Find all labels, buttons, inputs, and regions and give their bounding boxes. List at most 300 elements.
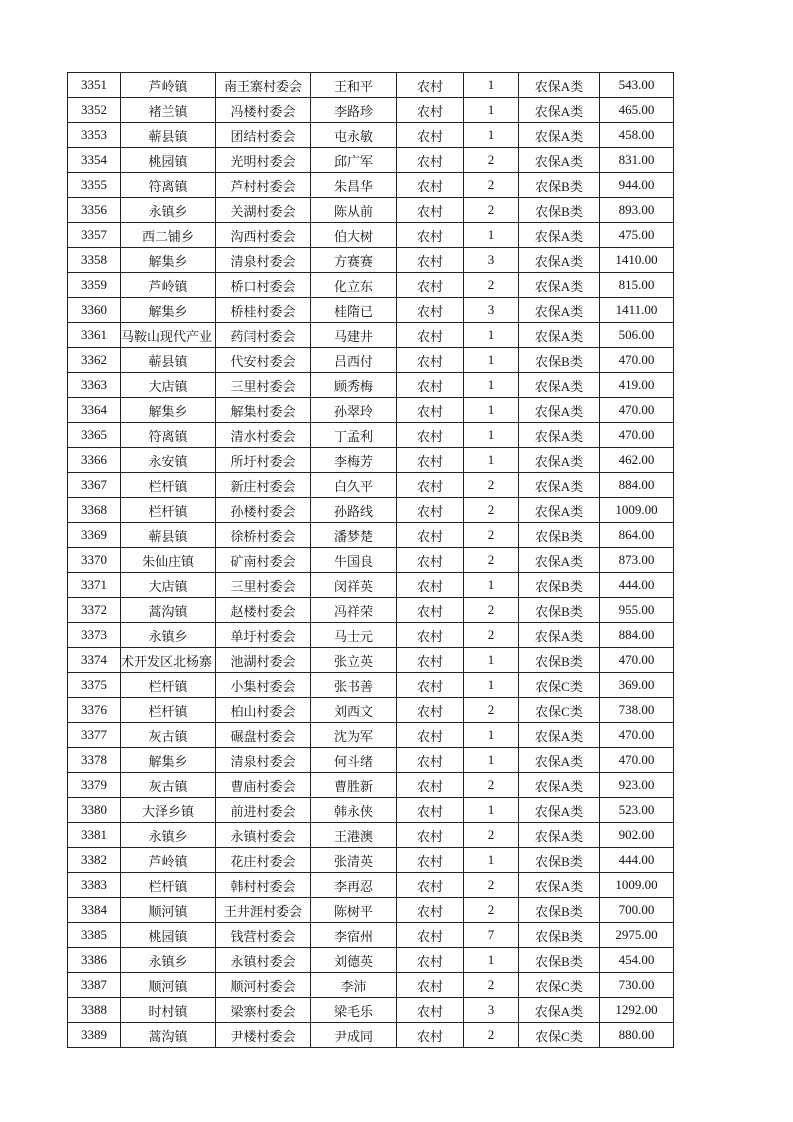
household-type-cell: 农村	[397, 673, 464, 698]
town-cell: 符离镇	[121, 423, 216, 448]
table-row	[68, 723, 674, 748]
town-cell: 芦岭镇	[121, 848, 216, 873]
person-name-cell: 屯永敏	[311, 123, 397, 148]
household-count-cell: 1	[464, 748, 519, 773]
amount-cell: 873.00	[600, 548, 674, 573]
insurance-category-cell: 农保A类	[519, 748, 600, 773]
village-committee-cell: 前进村委会	[216, 798, 311, 823]
person-name-cell: 沈为军	[311, 723, 397, 748]
person-name-cell: 吕西付	[311, 348, 397, 373]
table-row	[68, 973, 674, 998]
village-committee-cell: 永镇村委会	[216, 823, 311, 848]
household-count-cell: 2	[464, 473, 519, 498]
household-count-cell: 1	[464, 73, 519, 98]
village-committee-cell: 清泉村委会	[216, 248, 311, 273]
insurance-category-cell: 农保A类	[519, 548, 600, 573]
village-committee-cell: 矿南村委会	[216, 548, 311, 573]
town-cell: 西二铺乡	[121, 223, 216, 248]
table-row	[68, 523, 674, 548]
row-number-cell: 3376	[68, 698, 121, 723]
person-name-cell: 李梅芳	[311, 448, 397, 473]
town-cell: 灰古镇	[121, 773, 216, 798]
village-committee-cell: 药闫村委会	[216, 323, 311, 348]
household-type-cell: 农村	[397, 298, 464, 323]
table-row	[68, 348, 674, 373]
amount-cell: 454.00	[600, 948, 674, 973]
row-number-cell: 3379	[68, 773, 121, 798]
table-row	[68, 698, 674, 723]
row-number-cell: 3370	[68, 548, 121, 573]
person-name-cell: 冯祥荣	[311, 598, 397, 623]
row-number-cell: 3384	[68, 898, 121, 923]
person-name-cell: 张清英	[311, 848, 397, 873]
village-committee-cell: 曹庙村委会	[216, 773, 311, 798]
household-count-cell: 2	[464, 873, 519, 898]
household-type-cell: 农村	[397, 98, 464, 123]
village-committee-cell: 清水村委会	[216, 423, 311, 448]
insurance-category-cell: 农保B类	[519, 948, 600, 973]
household-count-cell: 2	[464, 698, 519, 723]
amount-cell: 465.00	[600, 98, 674, 123]
household-count-cell: 3	[464, 248, 519, 273]
household-count-cell: 1	[464, 723, 519, 748]
amount-cell: 543.00	[600, 73, 674, 98]
town-cell: 芦岭镇	[121, 273, 216, 298]
table-row	[68, 98, 674, 123]
household-count-cell: 2	[464, 198, 519, 223]
household-type-cell: 农村	[397, 823, 464, 848]
town-cell: 栏杆镇	[121, 873, 216, 898]
household-type-cell: 农村	[397, 148, 464, 173]
household-type-cell: 农村	[397, 623, 464, 648]
household-count-cell: 3	[464, 998, 519, 1023]
insurance-category-cell: 农保A类	[519, 398, 600, 423]
town-cell: 蒿沟镇	[121, 598, 216, 623]
insurance-category-cell: 农保A类	[519, 123, 600, 148]
household-count-cell: 1	[464, 98, 519, 123]
person-name-cell: 丁孟利	[311, 423, 397, 448]
row-number-cell: 3377	[68, 723, 121, 748]
table-row	[68, 648, 674, 673]
household-type-cell: 农村	[397, 798, 464, 823]
amount-cell: 470.00	[600, 398, 674, 423]
village-committee-cell: 光明村委会	[216, 148, 311, 173]
household-type-cell: 农村	[397, 223, 464, 248]
person-name-cell: 曹胜新	[311, 773, 397, 798]
household-count-cell: 1	[464, 123, 519, 148]
insurance-category-cell: 农保A类	[519, 623, 600, 648]
amount-cell: 470.00	[600, 423, 674, 448]
row-number-cell: 3365	[68, 423, 121, 448]
table-row	[68, 873, 674, 898]
insurance-category-cell: 农保A类	[519, 323, 600, 348]
town-cell: 解集乡	[121, 298, 216, 323]
table-row	[68, 248, 674, 273]
table-row	[68, 498, 674, 523]
insurance-category-cell: 农保B类	[519, 173, 600, 198]
table-row	[68, 123, 674, 148]
person-name-cell: 王港澳	[311, 823, 397, 848]
household-count-cell: 1	[464, 448, 519, 473]
table-row	[68, 998, 674, 1023]
village-committee-cell: 梁寨村委会	[216, 998, 311, 1023]
village-committee-cell: 王井涯村委会	[216, 898, 311, 923]
household-count-cell: 2	[464, 623, 519, 648]
table-row	[68, 1023, 674, 1048]
village-committee-cell: 三里村委会	[216, 573, 311, 598]
table-row	[68, 298, 674, 323]
amount-cell: 700.00	[600, 898, 674, 923]
amount-cell: 1009.00	[600, 873, 674, 898]
insurance-category-cell: 农保B类	[519, 898, 600, 923]
town-cell: 解集乡	[121, 398, 216, 423]
person-name-cell: 刘德英	[311, 948, 397, 973]
household-type-cell: 农村	[397, 273, 464, 298]
person-name-cell: 方赛赛	[311, 248, 397, 273]
person-name-cell: 孙翠玲	[311, 398, 397, 423]
person-name-cell: 朱昌华	[311, 173, 397, 198]
row-number-cell: 3362	[68, 348, 121, 373]
amount-cell: 1292.00	[600, 998, 674, 1023]
amount-cell: 815.00	[600, 273, 674, 298]
amount-cell: 884.00	[600, 623, 674, 648]
household-count-cell: 1	[464, 648, 519, 673]
village-committee-cell: 所圩村委会	[216, 448, 311, 473]
person-name-cell: 伯大树	[311, 223, 397, 248]
town-cell: 桃园镇	[121, 923, 216, 948]
household-count-cell: 2	[464, 973, 519, 998]
amount-cell: 462.00	[600, 448, 674, 473]
household-type-cell: 农村	[397, 498, 464, 523]
insurance-category-cell: 农保B类	[519, 198, 600, 223]
town-cell: 桃园镇	[121, 148, 216, 173]
amount-cell: 864.00	[600, 523, 674, 548]
person-name-cell: 白久平	[311, 473, 397, 498]
insurance-category-cell: 农保A类	[519, 998, 600, 1023]
row-number-cell: 3357	[68, 223, 121, 248]
table-row	[68, 548, 674, 573]
village-committee-cell: 南王寨村委会	[216, 73, 311, 98]
village-committee-cell: 代安村委会	[216, 348, 311, 373]
amount-cell: 955.00	[600, 598, 674, 623]
household-type-cell: 农村	[397, 473, 464, 498]
person-name-cell: 梁毛乐	[311, 998, 397, 1023]
village-committee-cell: 钱营村委会	[216, 923, 311, 948]
row-number-cell: 3381	[68, 823, 121, 848]
person-name-cell: 李路珍	[311, 98, 397, 123]
village-committee-cell: 清泉村委会	[216, 748, 311, 773]
row-number-cell: 3358	[68, 248, 121, 273]
row-number-cell: 3369	[68, 523, 121, 548]
person-name-cell: 马建井	[311, 323, 397, 348]
table-row	[68, 73, 674, 98]
amount-cell: 1411.00	[600, 298, 674, 323]
row-number-cell: 3352	[68, 98, 121, 123]
row-number-cell: 3360	[68, 298, 121, 323]
village-committee-cell: 池湖村委会	[216, 648, 311, 673]
insurance-category-cell: 农保A类	[519, 448, 600, 473]
household-count-cell: 2	[464, 498, 519, 523]
row-number-cell: 3380	[68, 798, 121, 823]
household-count-cell: 1	[464, 798, 519, 823]
row-number-cell: 3374	[68, 648, 121, 673]
village-committee-cell: 永镇村委会	[216, 948, 311, 973]
row-number-cell: 3387	[68, 973, 121, 998]
person-name-cell: 马士元	[311, 623, 397, 648]
table-row	[68, 748, 674, 773]
row-number-cell: 3356	[68, 198, 121, 223]
person-name-cell: 陈从前	[311, 198, 397, 223]
insurance-category-cell: 农保B类	[519, 648, 600, 673]
insurance-category-cell: 农保A类	[519, 298, 600, 323]
insurance-category-cell: 农保A类	[519, 273, 600, 298]
person-name-cell: 潘梦楚	[311, 523, 397, 548]
table-row	[68, 773, 674, 798]
insurance-category-cell: 农保A类	[519, 473, 600, 498]
amount-cell: 369.00	[600, 673, 674, 698]
village-committee-cell: 韩村村委会	[216, 873, 311, 898]
insurance-category-cell: 农保C类	[519, 673, 600, 698]
person-name-cell: 牛国良	[311, 548, 397, 573]
household-type-cell: 农村	[397, 973, 464, 998]
insurance-category-cell: 农保A类	[519, 98, 600, 123]
household-count-cell: 1	[464, 848, 519, 873]
town-cell: 解集乡	[121, 248, 216, 273]
table-row	[68, 948, 674, 973]
row-number-cell: 3351	[68, 73, 121, 98]
person-name-cell: 陈树平	[311, 898, 397, 923]
person-name-cell: 张立英	[311, 648, 397, 673]
town-cell: 褚兰镇	[121, 98, 216, 123]
table-row	[68, 223, 674, 248]
amount-cell: 470.00	[600, 723, 674, 748]
village-committee-cell: 解集村委会	[216, 398, 311, 423]
insurance-category-cell: 农保A类	[519, 873, 600, 898]
town-cell: 蒿沟镇	[121, 1023, 216, 1048]
table-row	[68, 823, 674, 848]
table-row	[68, 273, 674, 298]
household-type-cell: 农村	[397, 873, 464, 898]
household-count-cell: 2	[464, 148, 519, 173]
town-cell: 栏杆镇	[121, 473, 216, 498]
amount-cell: 444.00	[600, 848, 674, 873]
table-row	[68, 423, 674, 448]
household-type-cell: 农村	[397, 398, 464, 423]
subsidy-table	[67, 72, 674, 1048]
row-number-cell: 3355	[68, 173, 121, 198]
town-cell: 大泽乡镇	[121, 798, 216, 823]
village-committee-cell: 小集村委会	[216, 673, 311, 698]
row-number-cell: 3386	[68, 948, 121, 973]
town-cell: 永安镇	[121, 448, 216, 473]
insurance-category-cell: 农保B类	[519, 923, 600, 948]
insurance-category-cell: 农保C类	[519, 1023, 600, 1048]
row-number-cell: 3367	[68, 473, 121, 498]
row-number-cell: 3371	[68, 573, 121, 598]
amount-cell: 444.00	[600, 573, 674, 598]
person-name-cell: 韩永侠	[311, 798, 397, 823]
insurance-category-cell: 农保A类	[519, 248, 600, 273]
row-number-cell: 3373	[68, 623, 121, 648]
table-row	[68, 848, 674, 873]
insurance-category-cell: 农保A类	[519, 798, 600, 823]
amount-cell: 880.00	[600, 1023, 674, 1048]
amount-cell: 944.00	[600, 173, 674, 198]
person-name-cell: 顾秀梅	[311, 373, 397, 398]
row-number-cell: 3359	[68, 273, 121, 298]
village-committee-cell: 顺河村委会	[216, 973, 311, 998]
town-cell: 蕲县镇	[121, 348, 216, 373]
town-cell: 大店镇	[121, 373, 216, 398]
table-row	[68, 798, 674, 823]
person-name-cell: 李沛	[311, 973, 397, 998]
village-committee-cell: 桥口村委会	[216, 273, 311, 298]
person-name-cell: 李宿州	[311, 923, 397, 948]
household-count-cell: 1	[464, 398, 519, 423]
town-cell: 术开发区北杨寨	[121, 648, 216, 673]
household-type-cell: 农村	[397, 123, 464, 148]
amount-cell: 902.00	[600, 823, 674, 848]
amount-cell: 831.00	[600, 148, 674, 173]
amount-cell: 730.00	[600, 973, 674, 998]
table-row	[68, 923, 674, 948]
amount-cell: 470.00	[600, 748, 674, 773]
row-number-cell: 3378	[68, 748, 121, 773]
table-row	[68, 573, 674, 598]
row-number-cell: 3366	[68, 448, 121, 473]
household-type-cell: 农村	[397, 198, 464, 223]
table-row	[68, 673, 674, 698]
household-count-cell: 2	[464, 598, 519, 623]
insurance-category-cell: 农保C类	[519, 698, 600, 723]
insurance-category-cell: 农保A类	[519, 723, 600, 748]
village-committee-cell: 新庄村委会	[216, 473, 311, 498]
village-committee-cell: 三里村委会	[216, 373, 311, 398]
amount-cell: 923.00	[600, 773, 674, 798]
household-count-cell: 1	[464, 948, 519, 973]
insurance-category-cell: 农保B类	[519, 598, 600, 623]
household-type-cell: 农村	[397, 648, 464, 673]
village-committee-cell: 关湖村委会	[216, 198, 311, 223]
town-cell: 顺河镇	[121, 898, 216, 923]
town-cell: 符离镇	[121, 173, 216, 198]
household-type-cell: 农村	[397, 998, 464, 1023]
household-count-cell: 2	[464, 1023, 519, 1048]
insurance-category-cell: 农保A类	[519, 223, 600, 248]
row-number-cell: 3375	[68, 673, 121, 698]
town-cell: 栏杆镇	[121, 698, 216, 723]
town-cell: 芦岭镇	[121, 73, 216, 98]
row-number-cell: 3382	[68, 848, 121, 873]
amount-cell: 893.00	[600, 198, 674, 223]
person-name-cell: 刘西文	[311, 698, 397, 723]
town-cell: 永镇乡	[121, 823, 216, 848]
table-row	[68, 148, 674, 173]
person-name-cell: 邱广军	[311, 148, 397, 173]
person-name-cell: 何斗绪	[311, 748, 397, 773]
village-committee-cell: 团结村委会	[216, 123, 311, 148]
amount-cell: 884.00	[600, 473, 674, 498]
row-number-cell: 3388	[68, 998, 121, 1023]
village-committee-cell: 单圩村委会	[216, 623, 311, 648]
amount-cell: 523.00	[600, 798, 674, 823]
village-committee-cell: 沟西村委会	[216, 223, 311, 248]
household-type-cell: 农村	[397, 423, 464, 448]
household-type-cell: 农村	[397, 723, 464, 748]
insurance-category-cell: 农保C类	[519, 973, 600, 998]
household-type-cell: 农村	[397, 698, 464, 723]
village-committee-cell: 冯楼村委会	[216, 98, 311, 123]
town-cell: 永镇乡	[121, 198, 216, 223]
person-name-cell: 化立东	[311, 273, 397, 298]
village-committee-cell: 花庄村委会	[216, 848, 311, 873]
amount-cell: 2975.00	[600, 923, 674, 948]
insurance-category-cell: 农保A类	[519, 823, 600, 848]
row-number-cell: 3363	[68, 373, 121, 398]
row-number-cell: 3361	[68, 323, 121, 348]
town-cell: 时村镇	[121, 998, 216, 1023]
village-committee-cell: 徐桥村委会	[216, 523, 311, 548]
household-count-cell: 1	[464, 423, 519, 448]
table-row	[68, 473, 674, 498]
insurance-category-cell: 农保B类	[519, 848, 600, 873]
household-count-cell: 1	[464, 373, 519, 398]
household-count-cell: 2	[464, 273, 519, 298]
village-committee-cell: 尹楼村委会	[216, 1023, 311, 1048]
table-row	[68, 373, 674, 398]
town-cell: 解集乡	[121, 748, 216, 773]
table-row	[68, 198, 674, 223]
table-row	[68, 623, 674, 648]
household-type-cell: 农村	[397, 173, 464, 198]
household-count-cell: 2	[464, 823, 519, 848]
row-number-cell: 3368	[68, 498, 121, 523]
row-number-cell: 3353	[68, 123, 121, 148]
household-type-cell: 农村	[397, 448, 464, 473]
table-body	[68, 73, 674, 1048]
town-cell: 马鞍山现代产业	[121, 323, 216, 348]
town-cell: 顺河镇	[121, 973, 216, 998]
village-committee-cell: 桥桂村委会	[216, 298, 311, 323]
person-name-cell: 王和平	[311, 73, 397, 98]
household-count-cell: 2	[464, 898, 519, 923]
amount-cell: 470.00	[600, 348, 674, 373]
household-type-cell: 农村	[397, 898, 464, 923]
household-count-cell: 2	[464, 173, 519, 198]
row-number-cell: 3354	[68, 148, 121, 173]
household-type-cell: 农村	[397, 948, 464, 973]
insurance-category-cell: 农保A类	[519, 148, 600, 173]
amount-cell: 419.00	[600, 373, 674, 398]
person-name-cell: 李再忍	[311, 873, 397, 898]
insurance-category-cell: 农保A类	[519, 373, 600, 398]
household-count-cell: 3	[464, 298, 519, 323]
village-committee-cell: 芦村村委会	[216, 173, 311, 198]
household-type-cell: 农村	[397, 848, 464, 873]
town-cell: 栏杆镇	[121, 498, 216, 523]
household-count-cell: 1	[464, 673, 519, 698]
insurance-category-cell: 农保A类	[519, 773, 600, 798]
person-name-cell: 尹成同	[311, 1023, 397, 1048]
insurance-category-cell: 农保A类	[519, 73, 600, 98]
household-type-cell: 农村	[397, 373, 464, 398]
table-row	[68, 173, 674, 198]
town-cell: 蕲县镇	[121, 123, 216, 148]
insurance-category-cell: 农保B类	[519, 523, 600, 548]
insurance-category-cell: 农保B类	[519, 573, 600, 598]
insurance-category-cell: 农保A类	[519, 423, 600, 448]
household-type-cell: 农村	[397, 548, 464, 573]
